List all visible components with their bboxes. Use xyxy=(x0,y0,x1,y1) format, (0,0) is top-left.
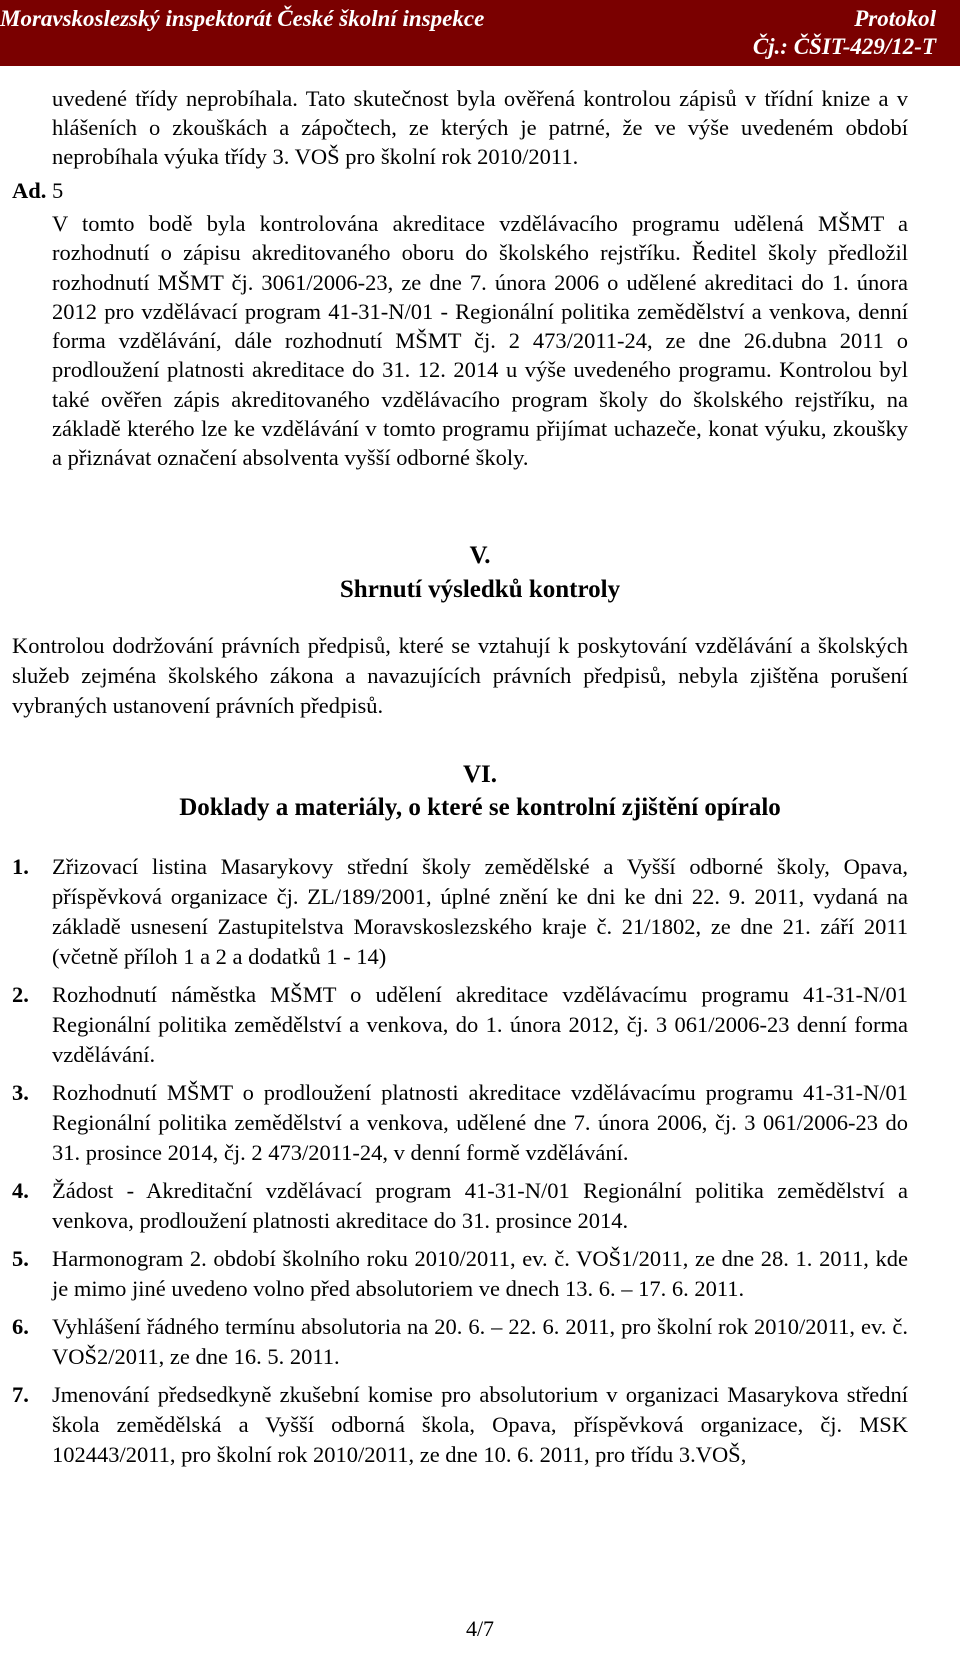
list-item-text: Žádost - Akreditační vzdělávací program 41-31-N/01 Regionální politika zemědělství a venkova, prodloužení platnosti akreditace do 31. prosince 2014. xyxy=(52,1178,908,1233)
list-item-number: 7. xyxy=(12,1382,29,1407)
list-item-number: 5. xyxy=(12,1246,29,1271)
list-item-text: Zřizovací listina Masarykovy střední školy zemědělské a Vyšší odborné školy, Opava, příspěvková organizace čj. ZL/189/2001, úplné znění ke dni ke dni 22. 9. 2011, vydaná na základě usnesení Zastupitelstva Moravskoslezského kraje č. 21/1802, ze dne 21. září 2011 (včetně příloh 1 a 2 a dodatků 1 - 14) xyxy=(52,854,908,969)
header-doc-type: Protokol xyxy=(854,6,936,31)
list-item-number: 6. xyxy=(12,1314,29,1339)
header-org: Moravskoslezský inspektorát České školní inspekce xyxy=(0,6,485,31)
page-header xyxy=(0,0,960,66)
ad5-paragraph: V tomto bodě byla kontrolována akreditace vzdělávacího programu udělená MŠMT a rozhodnutí o zápisu akreditovaného oboru do školského rejstříku. Ředitel školy předložil rozhodnutí MŠMT čj. 3061/2006-23, ze dne 7. února 2006 o udělené akreditaci do 1. února 2012 pro vzdělávací program 41-31-N/01 - Regionální politika zemědělství a venkova, denní forma vzdělávání, dále rozhodnutí MŠMT čj. 2 473/2011-24, ze dne 26.dubna 2011 o prodloužení platnosti akreditace do 31. 12. 2014 u výše uvedeného programu. Kontrolou byl také ověřen zápis akreditovaného vzdělávacího program školy do školského rejstříku, na základě kterého lze ke vzdělávání v tomto programu přijímat uchazeče, konat výuku, zkoušky a přiznávat označení absolventa vyšší odborné školy. xyxy=(52,211,908,471)
list-item xyxy=(12,1380,908,1470)
list-item xyxy=(12,1176,908,1236)
section5-paragraph: Kontrolou dodržování právních předpisů, které se vztahují k poskytování vzdělávání a školských služeb zejména školského zákona a navazujících právních předpisů, nebyla zjištěna porušení vybraných ustanovení právních předpisů. xyxy=(12,633,908,718)
intro-paragraph: uvedené třídy neprobíhala. Tato skutečnost byla ověřená kontrolou zápisů v třídní knize a v hlášeních o zkouškách a zápočtech, ze kterých je patrné, že ve výše uvedeném období neprobíhala výuka třídy 3. VOŠ pro školní rok 2010/2011. xyxy=(52,86,908,169)
ad-number: 5 xyxy=(52,178,64,203)
list-item-number: 4. xyxy=(12,1178,29,1203)
section5-title: Shrnutí výsledků kontroly xyxy=(339,576,621,603)
header-ref: Čj.: ČŠIT-429/12-T xyxy=(752,34,936,59)
page-number: 4/7 xyxy=(465,1616,495,1641)
list-item-text: Harmonogram 2. období školního roku 2010/2011, ev. č. VOŠ1/2011, ze dne 28. 1. 2011, kde je mimo jiné uvedeno volno před absolutoriem ve dnech 13. 6. – 17. 6. 2011. xyxy=(52,1246,908,1301)
ad-heading xyxy=(12,176,63,205)
section6-number: VI. xyxy=(462,761,498,788)
list-item xyxy=(12,1244,908,1304)
list-item-text: Vyhlášení řádného termínu absolutoria na 20. 6. – 22. 6. 2011, pro školní rok 2010/2011, ev. č. VOŠ2/2011, ze dne 16. 5. 2011. xyxy=(52,1314,908,1369)
list-item-number: 1. xyxy=(12,854,29,879)
list-item-text: Jmenování předsedkyně zkušební komise pro absolutorium v organizaci Masarykova střední škola zemědělská a Vyšší odborná škola, Opava, příspěvková organizace, čj. MSK 102443/2011, pro školní rok 2010/2011, ze dne 10. 6. 2011, pro třídu 3.VOŠ, xyxy=(52,1382,908,1467)
list-item xyxy=(12,1312,908,1372)
list-item-number: 2. xyxy=(12,982,29,1007)
ad-label: Ad. xyxy=(12,178,47,203)
list-item-number: 3. xyxy=(12,1080,29,1105)
section5-number: V. xyxy=(469,542,491,569)
list-item xyxy=(12,1078,908,1168)
documents-list xyxy=(12,852,908,1478)
list-item-text: Rozhodnutí náměstka MŠMT o udělení akreditace vzdělávacímu programu 41-31-N/01 Regionální politika zemědělství a venkova, do 1. února 2012, čj. 3 061/2006-23 denní forma vzdělávání. xyxy=(52,982,908,1067)
list-item xyxy=(12,980,908,1070)
list-item xyxy=(12,852,908,972)
list-item-text: Rozhodnutí MŠMT o prodloužení platnosti akreditace vzdělávacímu programu 41-31-N/01 Regionální politika zemědělství a venkova, udělené dne 7. února 2006, čj. 3 061/2006-23 do 31. prosince 2014, čj. 2 473/2011-24, v denní formě vzdělávání. xyxy=(52,1080,908,1165)
section6-title: Doklady a materiály, o které se kontrolní zjištění opíralo xyxy=(179,794,781,821)
